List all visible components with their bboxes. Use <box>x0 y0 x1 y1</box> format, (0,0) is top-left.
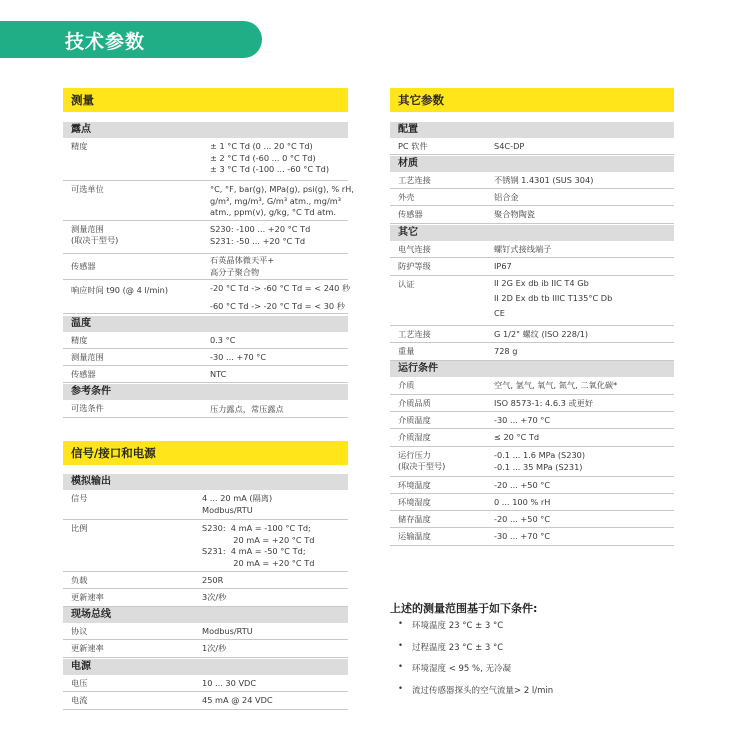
conditions-title: 上述的测量范围基于如下条件: <box>390 602 538 615</box>
spec-row <box>63 349 348 366</box>
conditions-item-text: 过程温度 23 °C ± 3 °C <box>412 643 504 653</box>
spec-row <box>63 589 348 607</box>
spec-value: 0.3 °C <box>210 335 236 345</box>
spec-label: 比例 <box>71 523 88 533</box>
dew-point-header: 露点 <box>63 122 348 138</box>
spec-value: S230: 4 mA = -100 °C Td; 20 mA = +20 °C Td S231: 4 mA = -50 °C Td; 20 mA = +20 °C Td <box>202 523 315 568</box>
spec-value: 压力露点，常压露点 <box>210 404 284 414</box>
spec-label: 重量 <box>398 346 415 356</box>
banner-title: 技术参数 <box>65 31 146 53</box>
spec-value: -0.1 ... 1.6 MPa (S230) -0.1 ... 35 MPa (S231) <box>494 450 586 472</box>
spec-row <box>390 258 674 276</box>
spec-label: 更新速率 <box>71 643 104 653</box>
spec-label: 防护等级 <box>398 261 431 271</box>
spec-label: 认证 <box>398 279 415 289</box>
spec-label: 电压 <box>71 678 88 688</box>
spec-label: 传感器 <box>398 209 423 219</box>
signal-header: 信号/接口和电源 <box>63 441 348 465</box>
spec-row <box>390 138 674 155</box>
spec-row <box>390 412 674 429</box>
spec-label: 更新速率 <box>71 592 104 602</box>
spec-label: 可选单位 <box>71 184 104 194</box>
reference-header: 参考条件 <box>63 384 348 400</box>
measure-header: 测量 <box>63 88 348 112</box>
spec-row <box>390 429 674 447</box>
spec-row <box>390 276 674 326</box>
spec-value: 石英晶体微天平+ 高分子聚合物 <box>210 255 275 277</box>
spec-value: ISO 8573-1: 4.6.3 或更好 <box>494 398 594 408</box>
spec-label: 环境温度 <box>398 480 431 490</box>
spec-value: -20 ... +50 °C <box>494 480 551 490</box>
spec-label: 精度 <box>71 335 88 345</box>
spec-row <box>63 623 348 640</box>
spec-row <box>390 377 674 395</box>
spec-value: -20 ... +50 °C <box>494 514 551 524</box>
bullet-icon: • <box>398 619 404 629</box>
bullet-icon: • <box>398 641 404 651</box>
spec-label: 传感器 <box>71 261 96 271</box>
spec-value: -30 ... +70 °C <box>494 531 551 541</box>
spec-row <box>63 490 348 520</box>
spec-row <box>63 366 348 383</box>
spec-row <box>63 400 348 418</box>
spec-value: 螺钉式接线端子 <box>494 244 552 254</box>
spec-row <box>63 221 348 254</box>
spec-label: 精度 <box>71 141 88 151</box>
spec-value: -30 ... +70 °C <box>494 415 551 425</box>
spec-row <box>390 343 674 361</box>
spec-value: S230: -100 ... +20 °C Td S231: -50 ... +20 °C Td <box>210 224 311 246</box>
other-params-header: 其它参数 <box>390 88 674 112</box>
spec-row <box>390 511 674 528</box>
spec-label: 协议 <box>71 626 88 636</box>
spec-label: 测量范围 (取决于型号) <box>71 224 119 245</box>
spec-row <box>390 172 674 189</box>
power-header: 电源 <box>63 659 348 675</box>
spec-row <box>63 640 348 658</box>
spec-row <box>63 572 348 589</box>
spec-value: 空气, 氩气, 氧气, 氮气, 二氧化碳* <box>494 380 618 390</box>
spec-label: 外壳 <box>398 192 415 202</box>
spec-row <box>390 528 674 546</box>
material-header: 材质 <box>390 156 674 172</box>
spec-label: 电流 <box>71 695 88 705</box>
spec-row <box>63 332 348 349</box>
spec-value: -20 °C Td -> -60 °C Td = < 240 秒 -60 °C Td -> -20 °C Td = < 30 秒 <box>210 283 351 311</box>
spec-value: G 1/2" 螺纹 (ISO 228/1) <box>494 329 589 339</box>
spec-value: 1次/秒 <box>202 643 227 653</box>
spec-label: 运行压力 (取决于型号) <box>398 450 446 471</box>
spec-label: 工艺连接 <box>398 175 431 185</box>
spec-label: 介质湿度 <box>398 432 431 442</box>
spec-label: 测量范围 <box>71 352 104 362</box>
spec-value: 不锈钢 1.4301 (SUS 304) <box>494 175 594 185</box>
spec-label: 介质 <box>398 380 415 390</box>
spec-label: PC 软件 <box>398 141 428 151</box>
spec-row <box>63 280 351 314</box>
spec-row <box>390 241 674 258</box>
spec-row <box>390 395 674 412</box>
spec-label: 响应时间 t90 (@ 4 l/min) <box>71 285 169 295</box>
spec-value: ≤ 20 °C Td <box>494 432 540 442</box>
spec-row <box>390 447 674 477</box>
spec-value: ± 1 °C Td (0 ... 20 °C Td) ± 2 °C Td (-60 ... 0 °C Td) ± 3 °C Td (-100 ... -60 °C Td) <box>210 141 330 174</box>
spec-label: 介质品质 <box>398 398 431 408</box>
bullet-icon: • <box>398 684 404 694</box>
spec-label: 信号 <box>71 493 88 503</box>
operating-conditions-header: 运行条件 <box>390 361 674 377</box>
conditions-item-text: 流过传感器探头的空气流量> 2 l/min <box>412 686 554 696</box>
spec-row <box>63 675 348 692</box>
bullet-icon: • <box>398 662 404 672</box>
spec-row <box>63 138 348 181</box>
other-header: 其它 <box>390 225 674 241</box>
spec-row <box>63 254 348 280</box>
spec-row <box>63 520 348 572</box>
spec-value: -30 ... +70 °C <box>210 352 267 362</box>
spec-value: 3次/秒 <box>202 592 227 602</box>
spec-value: 4 ... 20 mA (隔离) Modbus/RTU <box>202 493 273 515</box>
fieldbus-header: 现场总线 <box>63 607 348 623</box>
spec-value: 45 mA @ 24 VDC <box>202 695 273 705</box>
spec-value: 铝合金 <box>494 192 519 202</box>
spec-value: II 2G Ex db ib IIC T4 Gb II 2D Ex db tb IIIC T135°C Db CE <box>494 278 613 319</box>
spec-value: IP67 <box>494 261 512 271</box>
spec-row <box>390 189 674 206</box>
spec-value: 聚合物陶瓷 <box>494 209 535 219</box>
spec-label: 可选条件 <box>71 403 104 413</box>
spec-row <box>390 494 674 511</box>
config-header: 配置 <box>390 122 674 138</box>
temperature-header: 温度 <box>63 316 348 332</box>
spec-value: 250R <box>202 575 224 585</box>
spec-label: 环境湿度 <box>398 497 431 507</box>
conditions-item-text: 环境湿度 < 95 %, 无冷凝 <box>412 664 512 674</box>
conditions-item-text: 环境温度 23 °C ± 3 °C <box>412 621 504 631</box>
analog-output-header: 模拟输出 <box>63 474 348 490</box>
spec-label: 储存温度 <box>398 514 431 524</box>
spec-row <box>390 326 674 343</box>
spec-row <box>63 181 354 221</box>
spec-label: 传感器 <box>71 369 96 379</box>
spec-row <box>63 692 348 710</box>
spec-value: 10 ... 30 VDC <box>202 678 257 688</box>
spec-row <box>390 206 674 224</box>
spec-label: 负载 <box>71 575 88 585</box>
spec-value: S4C-DP <box>494 141 525 151</box>
spec-label: 介质温度 <box>398 415 431 425</box>
spec-value: NTC <box>210 369 227 379</box>
spec-row <box>390 477 674 494</box>
spec-label: 电气连接 <box>398 244 431 254</box>
spec-label: 工艺连接 <box>398 329 431 339</box>
spec-value: 728 g <box>494 346 518 356</box>
spec-label: 运输温度 <box>398 531 431 541</box>
spec-value: °C, °F, bar(g), MPa(g), psi(g), % rH, g/m³, mg/m³, G/m³ atm., mg/m³ atm., ppm(v), g/kg, °C Td atm. <box>210 184 354 217</box>
spec-value: 0 ... 100 % rH <box>494 497 551 507</box>
spec-value: Modbus/RTU <box>202 626 253 636</box>
